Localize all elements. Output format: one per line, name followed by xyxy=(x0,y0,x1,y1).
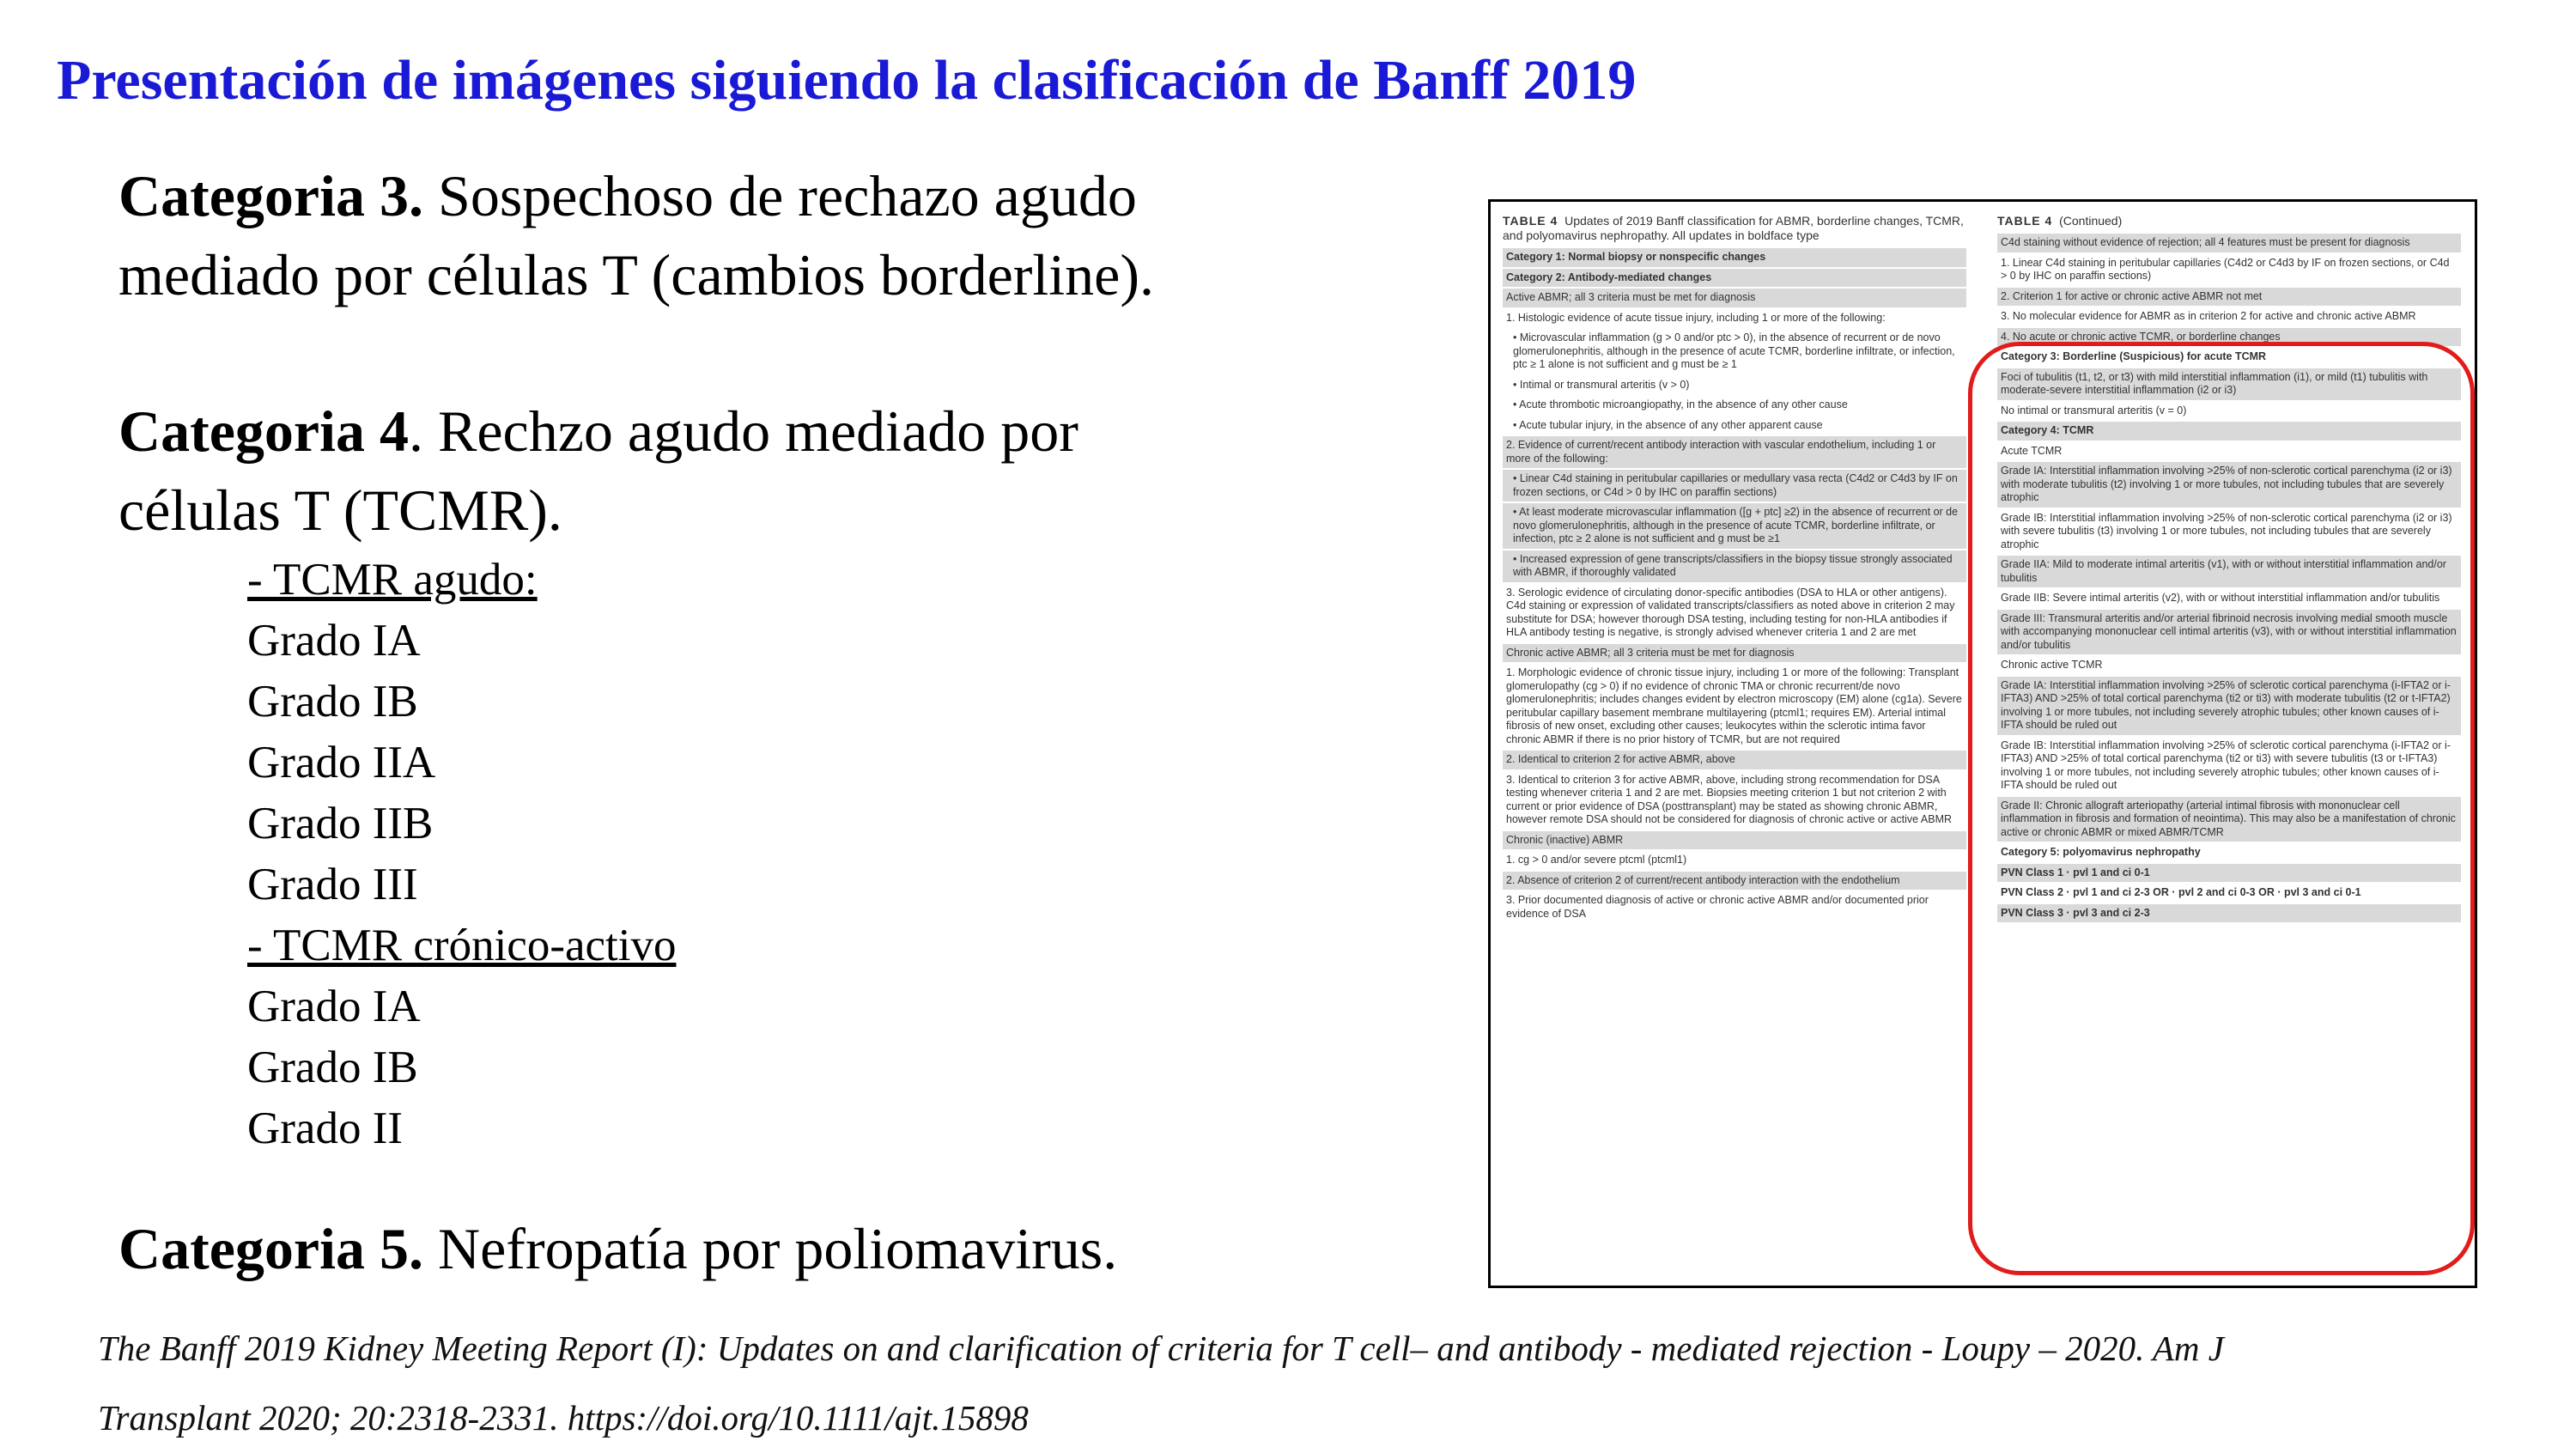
table-row: • Increased expression of gene transcripts/classifiers in the biopsy tissue strongly associated with ABMR, if thoroughly validated xyxy=(1503,550,1966,582)
table-row: 2. Absence of criterion 2 of current/recent antibody interaction with the endothelium xyxy=(1503,872,1966,891)
category-4-label: Categoria 4 xyxy=(118,398,410,464)
table-row: Active ABMR; all 3 criteria must be met for diagnosis xyxy=(1503,289,1966,307)
table-caption-text: (Continued) xyxy=(2059,214,2123,228)
table-row: Grade IB: Interstitial inflammation involving >25% of sclerotic cortical parenchyma (i-IFTA2 or i-IFTA3) AND >25% of total cortical parenchyma (ti2 or ti3) with severe tubulitis (t3 or t-IFTA3) involving 1 or more tubules, not including severely atrophic tubules; other known causes of i-IFTA should be ruled out xyxy=(2001,739,2451,791)
table-row: Grade III: Transmural arteritis and/or arterial fibrinoid necrosis involving medial smooth muscle with accompanying mononuclear cell intimal arteritis (v3), with or without interstitial inflammation and/or tubulitis xyxy=(1997,610,2461,655)
categories-list xyxy=(118,156,1424,1159)
table-row: 1. Histologic evidence of acute tissue injury, including 1 or more of the following: xyxy=(1506,311,1886,324)
table-row: • Microvascular inflammation (g > 0 and/or ptc > 0), in the absence of recurrent or de novo glomerulonephritis, although in the presence of acute TCMR, borderline infiltrate, or infection, ptc ≥ 1 alone is not sufficient and g must be ≥ 1 xyxy=(1513,331,1955,370)
category-5 xyxy=(118,1209,1117,1288)
table-row: 1. cg > 0 and/or severe ptcml (ptcml1) xyxy=(1506,854,1687,866)
table-left-column xyxy=(1503,214,1966,925)
table-row: Chronic active TCMR xyxy=(2001,659,2103,671)
chronic-grade-item: Grado II xyxy=(247,1103,403,1153)
table-row: Chronic (inactive) ABMR xyxy=(1503,831,1966,850)
table-row: 4. No acute or chronic active TCMR, or borderline changes xyxy=(1997,328,2461,347)
table-row: Grade IIA: Mild to moderate intimal arteritis (v1), with or without interstitial inflammation and/or tubulitis xyxy=(1997,556,2461,587)
table-row: 3. Identical to criterion 3 for active ABMR, above, including strong recommendation for DSA testing whenever criteria 1 and 2 are met. Biopsies meeting criterion 1 but not criterion 2 with current or prior evidence of DSA (posttransplant) may be stated as showing chronic ABMR, however remote DSA should not be considered for diagnosis of chronic active or active ABMR xyxy=(1506,773,1953,825)
table-row: Category 2: Antibody-mediated changes xyxy=(1503,269,1966,288)
table-row: Grade IA: Interstitial inflammation involving >25% of non-sclerotic cortical parenchyma (i2 or i3) with moderate tubulitis (t2) involving 1 or more tubules, not including tubules that are severely atrophic xyxy=(1997,462,2461,508)
table-row: 3. No molecular evidence for ABMR as in criterion 2 for active and chronic active ABMR xyxy=(2001,310,2416,322)
reference-line-2: Transplant 2020; 20:2318-2331. https://doi.org/10.1111/ajt.15898 xyxy=(98,1398,1029,1438)
table-row: C4d staining without evidence of rejection; all 4 features must be present for diagnosis xyxy=(1997,234,2461,252)
table-row: PVN Class 2 · pvl 1 and ci 2-3 OR · pvl 2 and ci 0-3 OR · pvl 3 and ci 0-1 xyxy=(2001,886,2361,898)
chronic-tcmr-header: - TCMR crónico-activo xyxy=(247,921,677,970)
table-row: Grade IIB: Severe intimal arteritis (v2), with or without interstitial inflammation and/or tubulitis xyxy=(2001,592,2440,604)
acute-grade-item: Grado IIA xyxy=(247,738,436,787)
category-4 xyxy=(118,392,1424,550)
table-caption-label: TABLE 4 xyxy=(1503,214,1558,228)
acute-grade-item: Grado IB xyxy=(247,677,418,726)
reference-citation xyxy=(98,1314,2519,1453)
category-3 xyxy=(118,156,1424,314)
table-row: • Linear C4d staining in peritubular capillaries or medullary vasa recta (C4d2 or C4d3 by IF on frozen sections, or C4d > 0 by IHC on paraffin sections) xyxy=(1503,470,1966,502)
table-caption-text: Updates of 2019 Banff classification for ABMR, borderline changes, TCMR, and polyomavirus nephropathy. All updates in boldface type xyxy=(1503,214,1964,242)
table-row: 2. Evidence of current/recent antibody interaction with vascular endothelium, including 1 or more of the following: xyxy=(1503,436,1966,468)
table-row: • Acute thrombotic microangiopathy, in the absence of any other cause xyxy=(1513,398,1848,410)
table-row: Grade IB: Interstitial inflammation involving >25% of non-sclerotic cortical parenchyma (i2 or i3) with severe tubulitis (t3) involving 1 or more tubules, not including tubules that are severely atrophic xyxy=(2001,511,2452,550)
category-4-text-line2: células T (TCMR). xyxy=(118,477,562,543)
chronic-grade-item: Grado IA xyxy=(247,982,421,1031)
table-row: Grade II: Chronic allograft arteriopathy (arterial intimal fibrosis with mononuclear cell inflammation in fibrosis and formation of neointima). This may also be a manifestation of chronic active or chronic ABMR or mixed ABMR/TCMR xyxy=(1997,797,2461,842)
table-row: • Intimal or transmural arteritis (v > 0) xyxy=(1513,378,1690,391)
category-3-text-line2: mediado por células T (cambios borderline). xyxy=(118,242,1155,307)
table-row: Category 5: polyomavirus nephropathy xyxy=(2001,846,2201,858)
table-caption-continued xyxy=(1997,214,2461,228)
table-row: Grade IA: Interstitial inflammation involving >25% of sclerotic cortical parenchyma (i-IFTA2 or i-IFTA3) AND >25% of total cortical parenchyma (ti2 or ti3) with moderate tubulitis (t2 or t-IFTA2) involving 1 or more tubules, not including severely atrophic tubules; other known causes of i-IFTA should be ruled out xyxy=(1997,677,2461,735)
highlight-oval xyxy=(1968,342,2475,1275)
acute-grade-item: Grado III xyxy=(247,860,418,909)
acute-tcmr-header: - TCMR agudo: xyxy=(247,555,538,605)
table-row: Acute TCMR xyxy=(2001,444,2063,457)
category-3-label: Categoria 3. xyxy=(118,163,424,228)
table-row: Category 4: TCMR xyxy=(1997,422,2461,441)
table-row: 3. Prior documented diagnosis of active or chronic active ABMR and/or documented prior evidence of DSA xyxy=(1506,894,1929,920)
table-row: 3. Serologic evidence of circulating donor-specific antibodies (DSA to HLA or other antigens). C4d staining or expression of validated transcripts/classifiers as noted above in criterion 2 may substitute for DSA; however thorough DSA testing, including testing for non-HLA antibodies if HLA antibody testing is negative, is strongly advised whenever criteria 1 and 2 are met xyxy=(1506,586,1955,638)
table-caption-label: TABLE 4 xyxy=(1997,214,2053,228)
category-4-text: . Rechzo agudo mediado por xyxy=(409,398,1078,464)
category-5-label: Categoria 5. xyxy=(118,1216,424,1281)
table-row: 2. Criterion 1 for active or chronic active ABMR not met xyxy=(1997,288,2461,307)
table-row: Foci of tubulitis (t1, t2, or t3) with mild interstitial inflammation (i1), or mild (t1) tubulitis with moderate-severe interstitial inflammation (i2 or i3) xyxy=(1997,368,2461,400)
acute-grade-item: Grado IA xyxy=(247,616,421,666)
table-row: 2. Identical to criterion 2 for active ABMR, above xyxy=(1503,751,1966,769)
table-row: Category 1: Normal biopsy or nonspecific changes xyxy=(1503,248,1966,267)
table-row: Chronic active ABMR; all 3 criteria must be met for diagnosis xyxy=(1503,644,1966,663)
chronic-grade-item: Grado IB xyxy=(247,1043,418,1092)
table-rows-left xyxy=(1503,248,1966,923)
table-row: No intimal or transmural arteritis (v = 0) xyxy=(2001,404,2187,416)
reference-line-1: The Banff 2019 Kidney Meeting Report (I): Updates on and clarification of criteria for T cell– and antibody - mediated rejection - Loupy – 2020. Am J xyxy=(98,1328,2224,1368)
tcmr-subgrades xyxy=(247,550,1424,1159)
acute-grade-item: Grado IIB xyxy=(247,799,434,848)
category-5-text: Nefropatía por poliomavirus. xyxy=(423,1216,1118,1281)
table-row: • Acute tubular injury, in the absence of any other apparent cause xyxy=(1513,418,1823,431)
table-row: PVN Class 1 · pvl 1 and ci 0-1 xyxy=(1997,864,2461,883)
table-caption xyxy=(1503,214,1966,243)
table-row: PVN Class 3 · pvl 3 and ci 2-3 xyxy=(1997,904,2461,923)
table-row: 1. Morphologic evidence of chronic tissue injury, including 1 or more of the following: Transplant glomerulopathy (cg > 0) if no evidence of chronic TMA or chronic recurrent/de novo glomerulonephritis; includes changes evident by electron microscopy (EM) alone (cg1a). Severe peritubular capillary basement membrane multilayering (ptcml1; requires EM). Arterial intimal fibrosis of new onset, excluding other causes; leukocytes within the sclerotic intima favor chronic ABMR if there is no prior history of TCMR, but are not required xyxy=(1506,666,1962,745)
slide-title: Presentación de imágenes siguiendo la clasificación de Banff 2019 xyxy=(57,49,1637,112)
table-row: 1. Linear C4d staining in peritubular capillaries (C4d2 or C4d3 by IF on frozen sections, or C4d > 0 by IHC on paraffin sections) xyxy=(2001,256,2450,282)
table-row: • At least moderate microvascular inflammation ([g + ptc] ≥2) in the absence of recurrent or de novo glomerulonephritis, although in the presence of acute TCMR, borderline infiltrate, or infection, ptc ≥ 2 alone is not sufficient and g must be ≥1 xyxy=(1503,503,1966,549)
category-3-text: Sospechoso de rechazo agudo xyxy=(423,163,1137,228)
table-row: Category 3: Borderline (Suspicious) for acute TCMR xyxy=(2001,350,2267,362)
